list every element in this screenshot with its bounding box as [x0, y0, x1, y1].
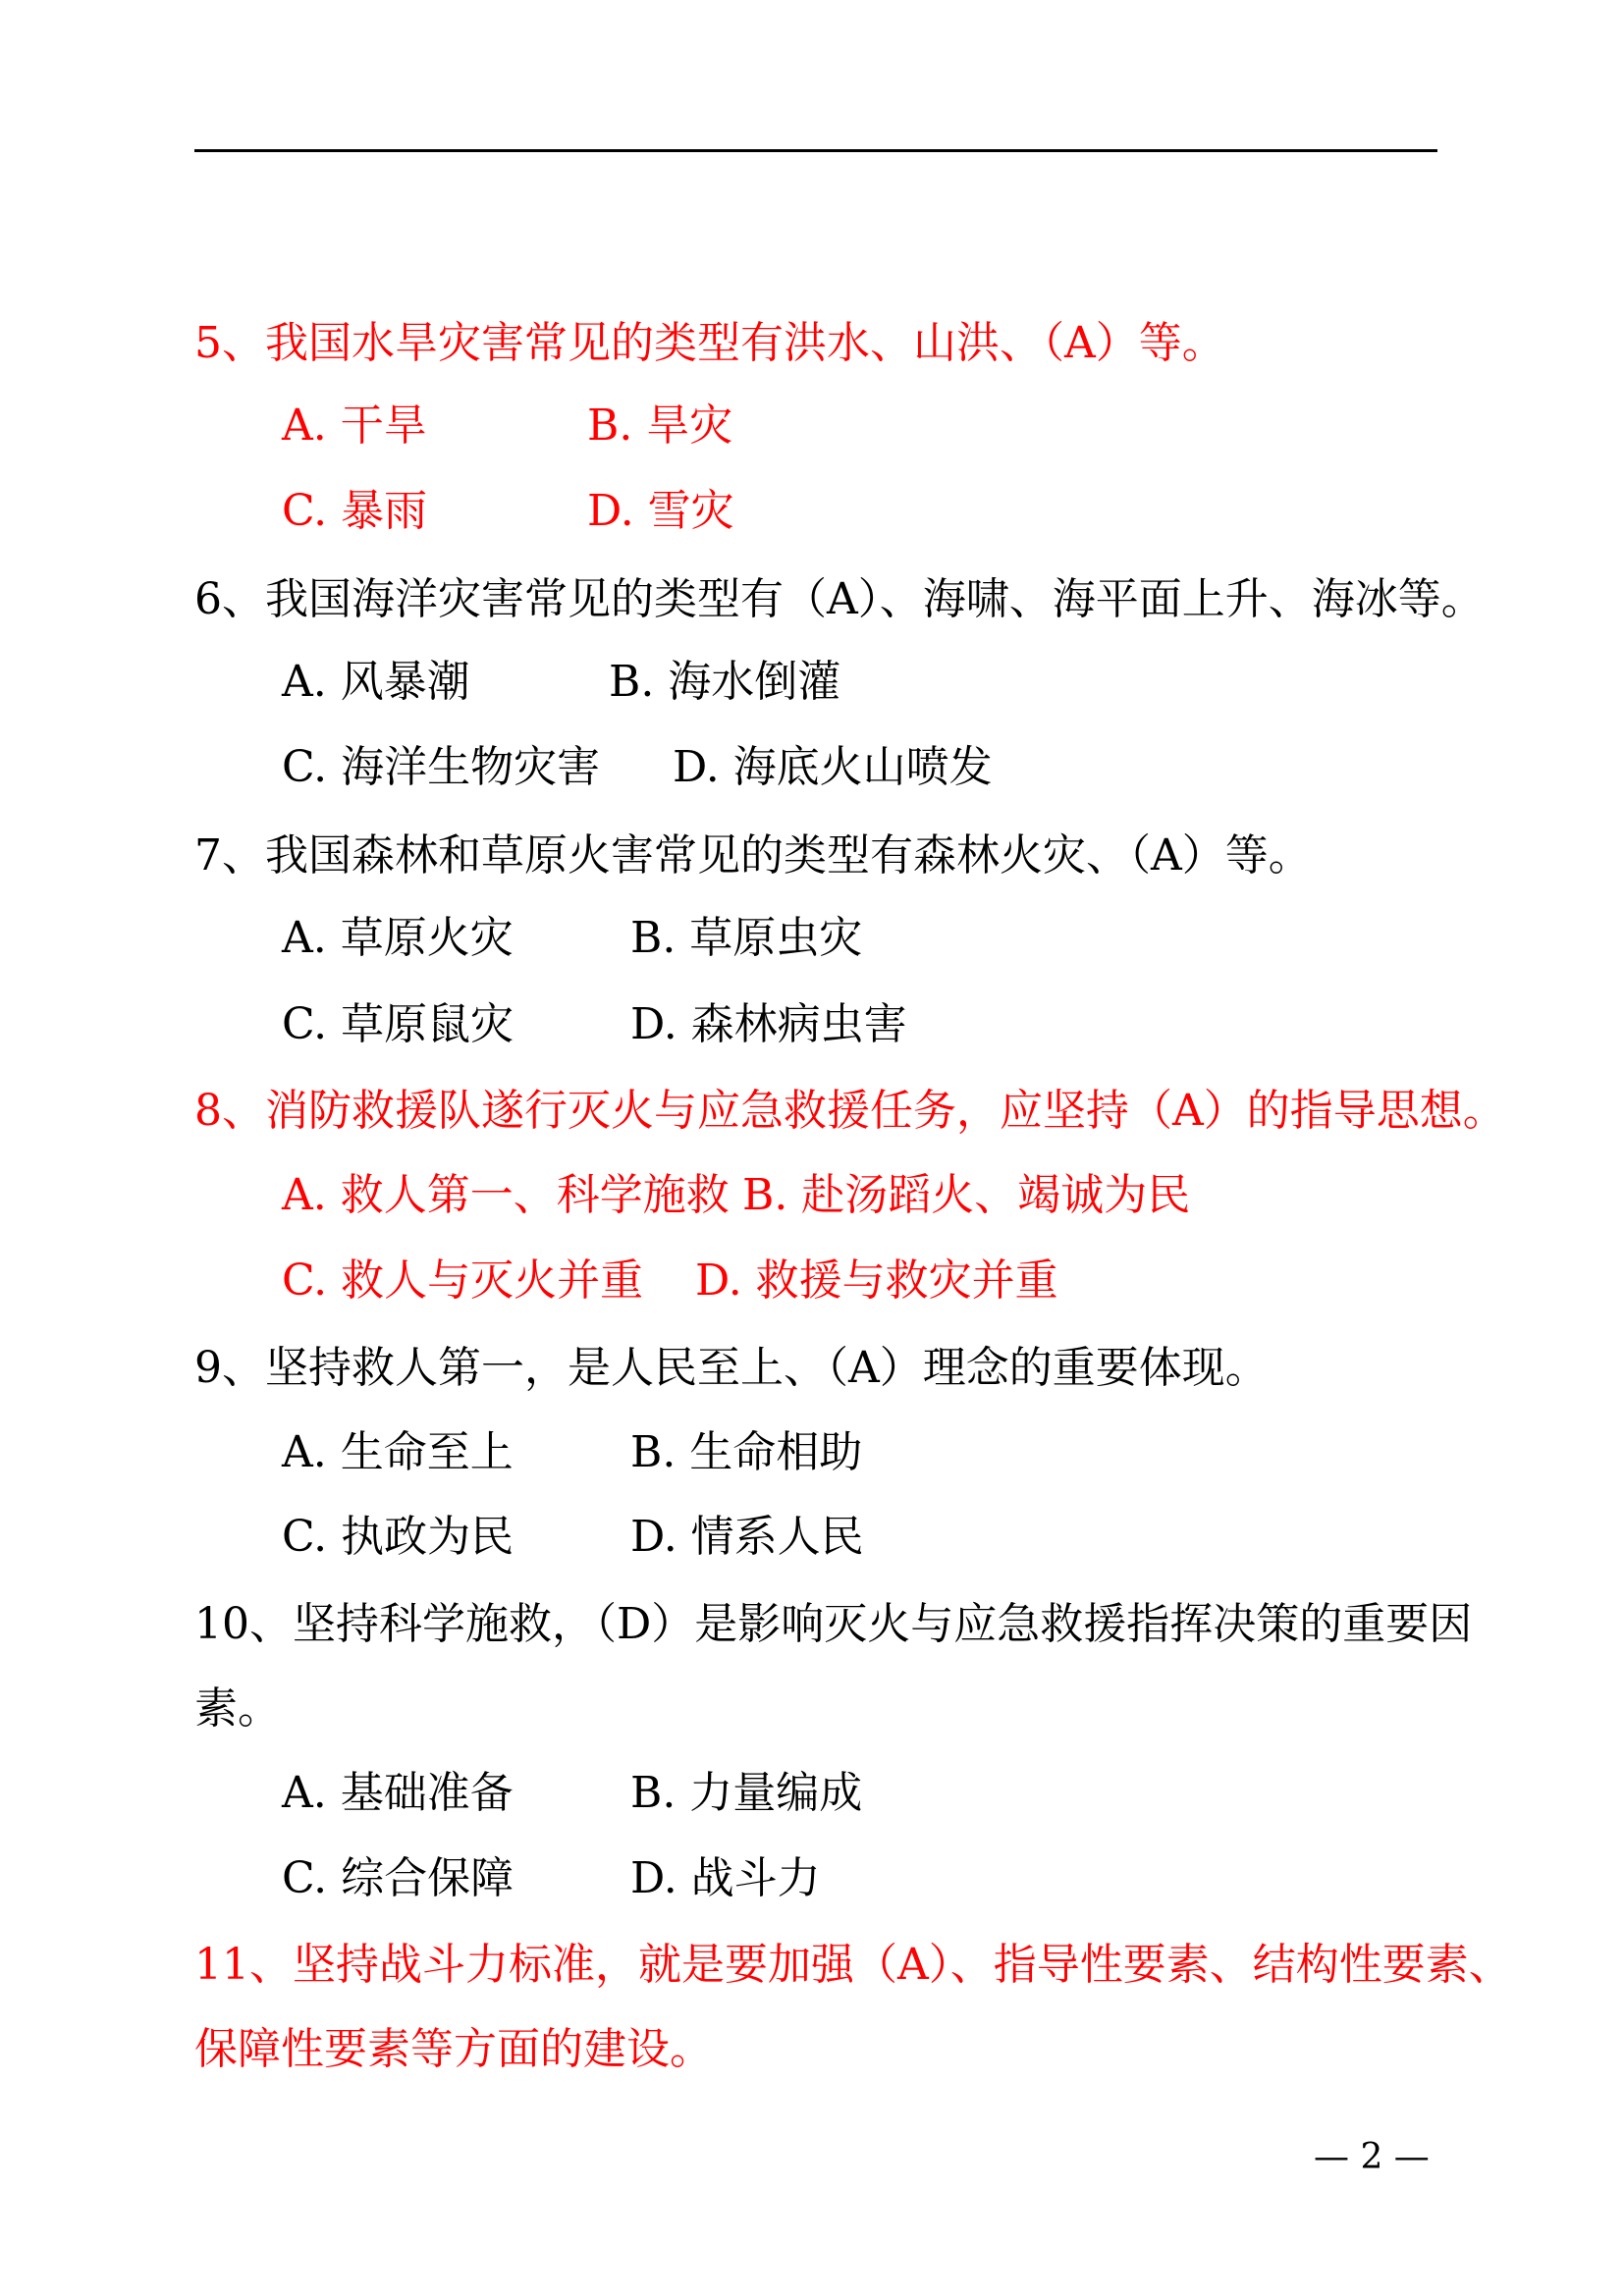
question-7-option-b: B. 草原虫灾 — [630, 913, 863, 963]
question-6-option-d: D. 海底火山喷发 — [673, 742, 993, 792]
question-5-option-b: B. 旱灾 — [587, 400, 733, 451]
question-10-line-1: 10、坚持科学施救，（D）是影响灭火与应急救援指挥决策的重要因 — [194, 1599, 1473, 1649]
question-8-option-b: B. 赴汤蹈火、竭诚为民 — [742, 1170, 1191, 1220]
question-10-option-b: B. 力量编成 — [630, 1768, 863, 1818]
question-8-option-c: C. 救人与灭火并重 — [282, 1255, 644, 1306]
question-6-option-c: C. 海洋生物灾害 — [282, 742, 601, 792]
question-9-option-b: B. 生命相助 — [630, 1427, 863, 1477]
question-7-option-d: D. 森林病虫害 — [630, 999, 907, 1049]
question-5-option-c: C. 暴雨 — [282, 486, 428, 536]
question-11-line-1: 11、坚持战斗力标准，就是要加强（A）、指导性要素、结构性要素、 — [194, 1940, 1512, 1990]
question-6-option-a: A. 风暴潮 — [282, 657, 470, 707]
question-10-option-a: A. 基础准备 — [282, 1768, 514, 1818]
question-5-option-d: D. 雪灾 — [587, 486, 734, 536]
question-8: 8、消防救援队遂行灭火与应急救援任务，应坚持（A）的指导思想。 — [194, 1086, 1506, 1136]
question-10-option-d: D. 战斗力 — [630, 1853, 821, 1903]
question-11-line-2: 保障性要素等方面的建设。 — [194, 2024, 713, 2074]
question-7: 7、我国森林和草原火害常见的类型有森林火灾、（A）等。 — [194, 830, 1312, 881]
question-10-option-c: C. 综合保障 — [282, 1853, 514, 1903]
question-7-option-a: A. 草原火灾 — [282, 913, 514, 963]
question-6-option-b: B. 海水倒灌 — [609, 657, 841, 707]
header-rule — [194, 149, 1437, 152]
question-8-option-d: D. 救援与救灾并重 — [695, 1255, 1058, 1306]
question-9: 9、坚持救人第一，是人民至上、（A）理念的重要体现。 — [194, 1343, 1269, 1393]
question-9-option-c: C. 执政为民 — [282, 1512, 514, 1562]
question-8-option-a: A. 救人第一、科学施救 — [282, 1170, 730, 1220]
question-9-option-d: D. 情系人民 — [630, 1512, 864, 1562]
question-5: 5、我国水旱灾害常见的类型有洪水、山洪、（A）等。 — [194, 318, 1225, 368]
question-10-line-2: 素。 — [194, 1683, 281, 1734]
question-6: 6、我国海洋灾害常见的类型有（A）、海啸、海平面上升、海冰等。 — [194, 574, 1485, 624]
question-9-option-a: A. 生命至上 — [282, 1427, 514, 1477]
question-7-option-c: C. 草原鼠灾 — [282, 999, 514, 1049]
question-5-option-a: A. 干旱 — [282, 400, 427, 451]
page-number: — 2 — — [1314, 2137, 1430, 2177]
